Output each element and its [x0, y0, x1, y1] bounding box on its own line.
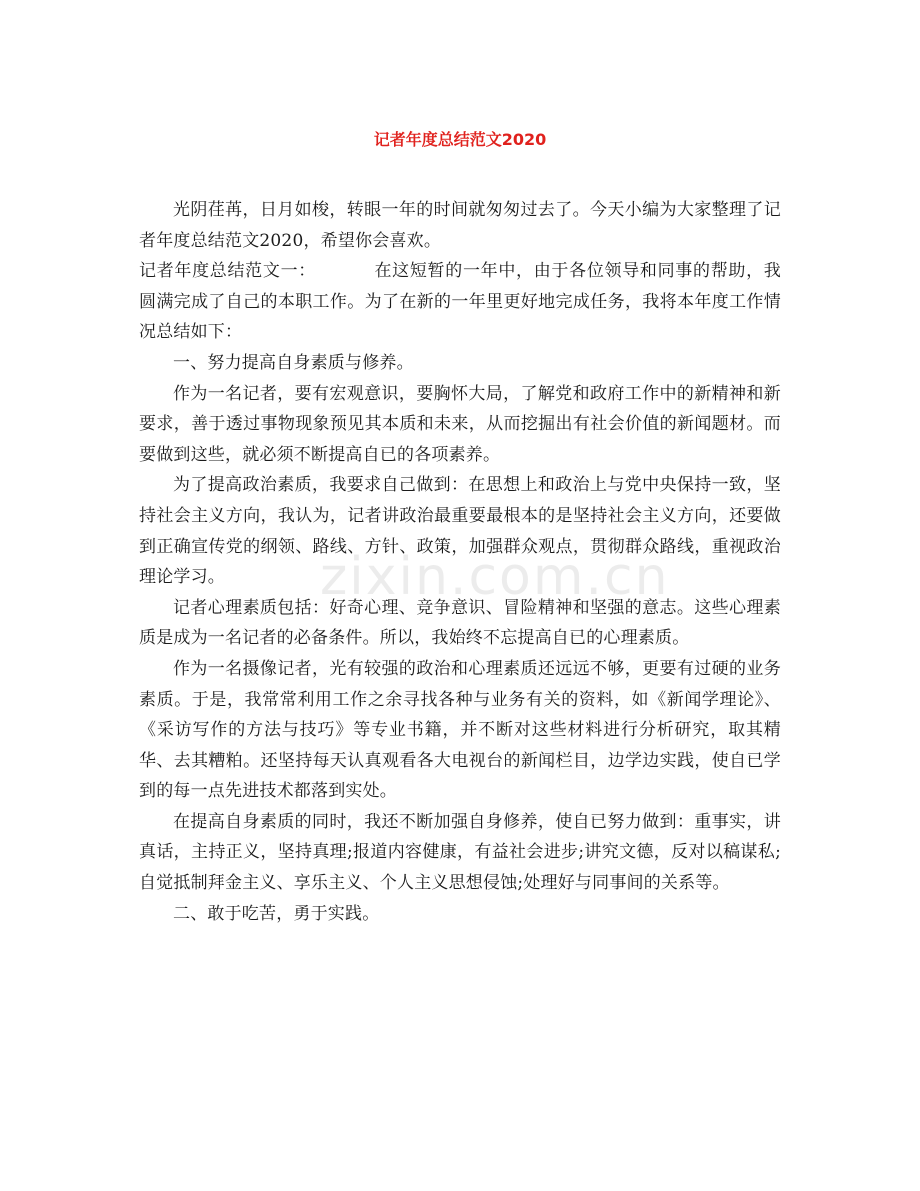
section-heading-one: 一、努力提高自身素质与修养。 [173, 352, 414, 373]
body-paragraph: 作为一名摄像记者，光有较强的政治和心理素质还远远不够，更要有过硬的业务素质。于是，我常常利用工作之余寻找各种与业务有关的资料，如《新闻学理论》、《采访写作的方法与技巧》等专业书籍，并不断对这些材料进行分析研究，取其精华、去其糟粕。还坚持每天认真观看各大电视台的新闻栏目，边学边实践，使自已学到的每一点先进技术都落到实处。 [139, 658, 781, 802]
intro-paragraph: 光阴荏苒，日月如梭，转眼一年的时间就匆匆过去了。今天小编为大家整理了记者年度总结范文2020，希望你会喜欢。 [139, 200, 781, 251]
document-title: 记者年度总结范文2020 [373, 130, 547, 149]
sample-one-text: 在这短暂的一年中，由于各位领导和同事的帮助，我圆满完成了自己的本职工作。为了在新的一年里更好地完成任务，我将本年度工作情况总结如下： [139, 261, 781, 343]
body-paragraph: 作为一名记者，要有宏观意识，要胸怀大局，了解党和政府工作中的新精神和新要求，善于透过事物现象预见其本质和未来，从而挖掘出有社会价值的新闻题材。而要做到这些，就必须不断提高自已的各项素养。 [139, 383, 781, 465]
body-paragraph: 记者心理素质包括：好奇心理、竞争意识、冒险精神和坚强的意志。这些心理素质是成为一名记者的必备条件。所以，我始终不忘提高自已的心理素质。 [139, 597, 781, 649]
sample-one-label: 记者年度总结范文一： [139, 261, 316, 282]
document-body [139, 195, 781, 929]
body-paragraph: 在提高自身素质的同时，我还不断加强自身修养，使自已努力做到：重事实，讲真话，主持正义，坚持真理;报道内容健康，有益社会进步;讲究文德，反对以稿谋私;自觉抵制拜金主义、享乐主义、个人主义思想侵蚀;处理好与同事间的关系等。 [139, 811, 781, 894]
sample-one-paragraph [139, 256, 781, 348]
watermark: zixin.com.cn [320, 547, 670, 607]
body-paragraph: 为了提高政治素质，我要求自己做到：在思想上和政治上与党中央保持一致，坚持社会主义方向，我认为，记者讲政治最重要最根本的是坚持社会主义方向，还要做到正确宣传党的纲领、路线、方针、政策，加强群众观点，贯彻群众路线，重视政治理论学习。 [139, 475, 781, 588]
section-heading-two: 二、敢于吃苦，勇于实践。 [173, 903, 380, 924]
